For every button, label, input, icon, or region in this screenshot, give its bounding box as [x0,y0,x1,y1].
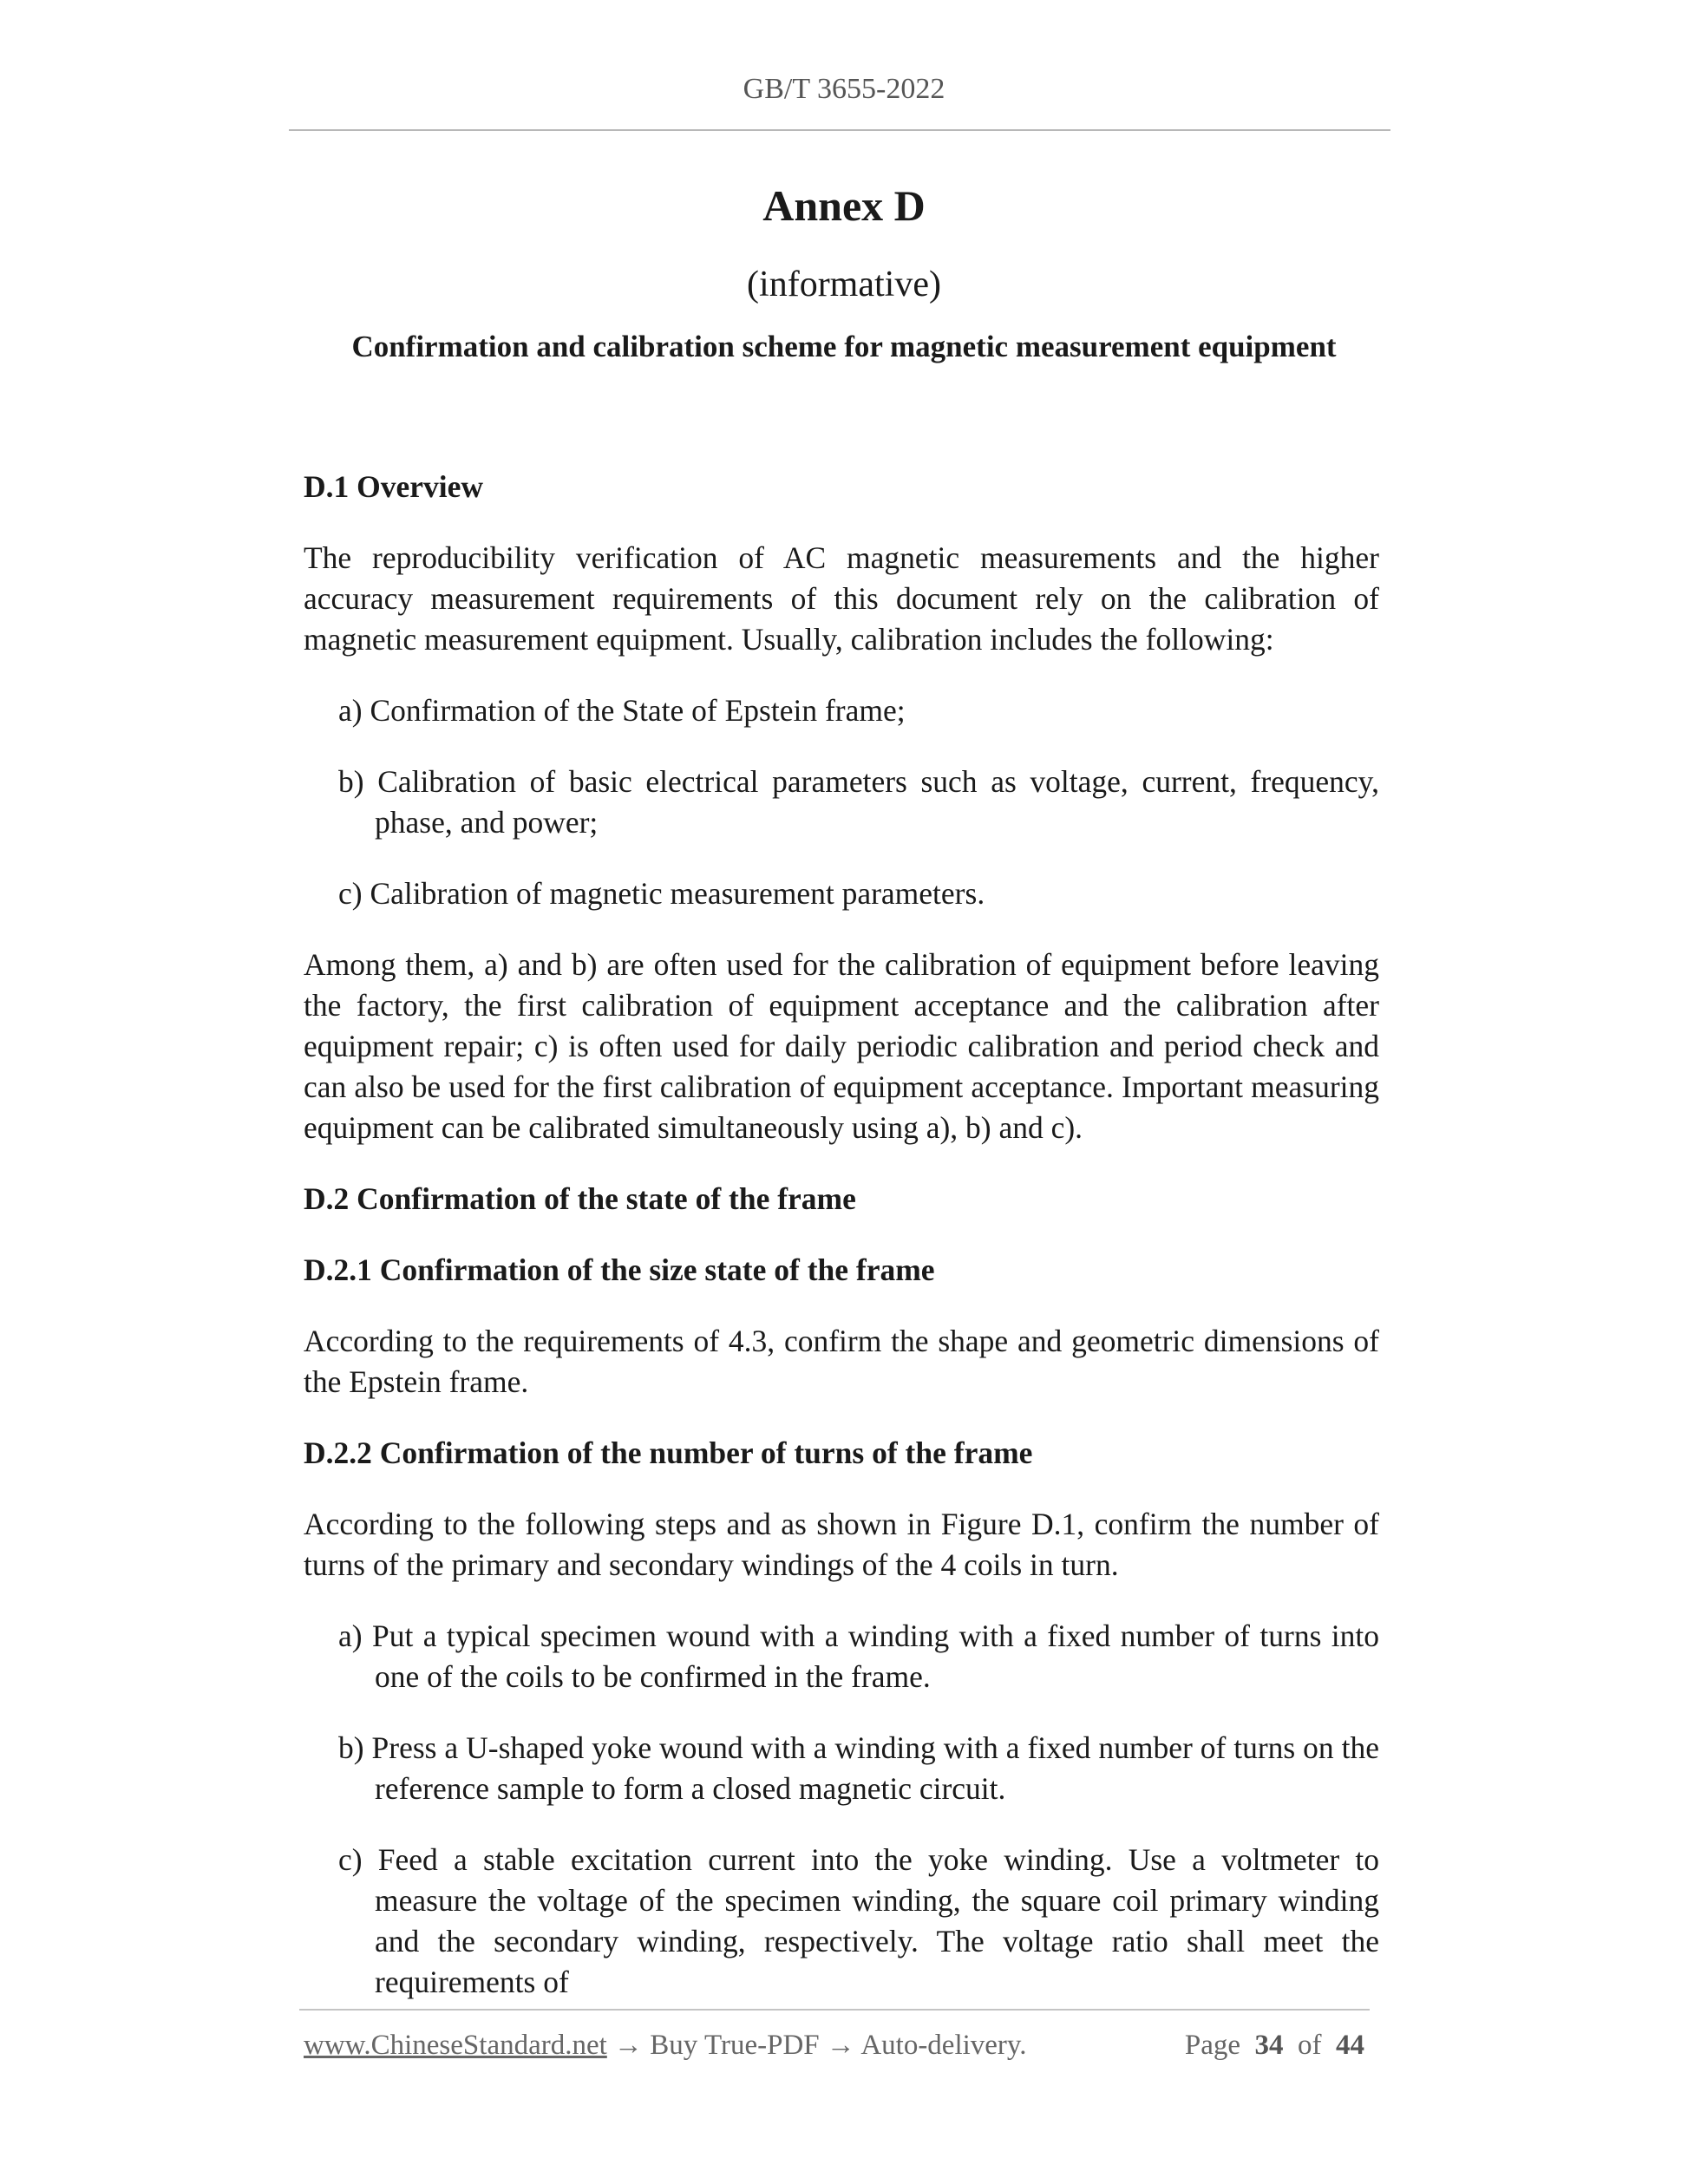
list-item: a) Put a typical specimen wound with a winding with a fixed number of turns into one of the coils to be confirmed in the frame. [338,1618,1379,1694]
footer-divider [299,2009,1370,2011]
arrow-right-icon: → [826,2030,855,2061]
annex-subtitle: Confirmation and calibration scheme for magnetic measurement equipment [351,330,1337,363]
section-heading-d1: D.1 Overview [304,469,484,504]
arrow-right-icon: → [614,2030,644,2061]
standard-code: GB/T 3655-2022 [743,73,945,105]
page-number: 34 [1254,2030,1284,2061]
list-item: a) Confirmation of the State of Epstein frame; [338,693,906,728]
page-label: Page [1184,2030,1240,2061]
section-heading-d22: D.2.2 Confirmation of the number of turns of the frame [304,1435,1033,1470]
buy-pdf-text: Buy True-PDF [650,2030,820,2061]
of-label: of [1298,2030,1322,2061]
header-divider [289,129,1390,131]
list-item: b) Calibration of basic electrical parameters such as voltage, current, frequency, phase, and power; [338,764,1379,840]
paragraph-d22-intro: According to the following steps and as shown in Figure D.1, confirm the number of turns of the primary and secondary windings of the 4 coils in turn. [304,1507,1379,1582]
document-body [304,467,1379,2003]
site-link[interactable]: www.ChineseStandard.net [304,2030,607,2061]
list-item: b) Press a U-shaped yoke wound with a winding with a fixed number of turns on the reference sample to form a closed magnetic circuit. [338,1730,1379,1806]
page-total: 44 [1336,2030,1364,2061]
annex-title: Annex D [762,181,926,230]
paragraph-d1-note: Among them, a) and b) are often used for the calibration of equipment before leaving the factory, the first calibration of equipment acceptance and the calibration after equipment repair; c) is often used for daily periodic calibration and period check and can also be used for the first calibration of equipment acceptance. Important measuring equipment can be calibrated simultaneously using a), b) and c). [304,947,1379,1145]
section-heading-d2: D.2 Confirmation of the state of the frame [304,1181,856,1216]
paragraph-d1-intro: The reproducibility verification of AC magnetic measurements and the higher accuracy measurement requirements of this document rely on the calibration of magnetic measurement equipment. Usually, calibration includes the following: [304,540,1379,657]
auto-delivery-text: Auto-delivery. [860,2030,1027,2061]
footer-promo [304,2030,1027,2062]
paragraph-d21: According to the requirements of 4.3, confirm the shape and geometric dimensions of the Epstein frame. [304,1324,1379,1399]
annex-type: (informative) [747,265,941,304]
list-item: c) Feed a stable excitation current into the yoke winding. Use a voltmeter to measure the voltage of the specimen winding, the square coil primary winding and the secondary winding, respectively. The voltage ratio shall meet the requirements of [338,1842,1379,1999]
page-indicator [1185,2030,1364,2062]
list-item: c) Calibration of magnetic measurement parameters. [338,876,985,911]
section-heading-d21: D.2.1 Confirmation of the size state of the frame [304,1252,935,1287]
